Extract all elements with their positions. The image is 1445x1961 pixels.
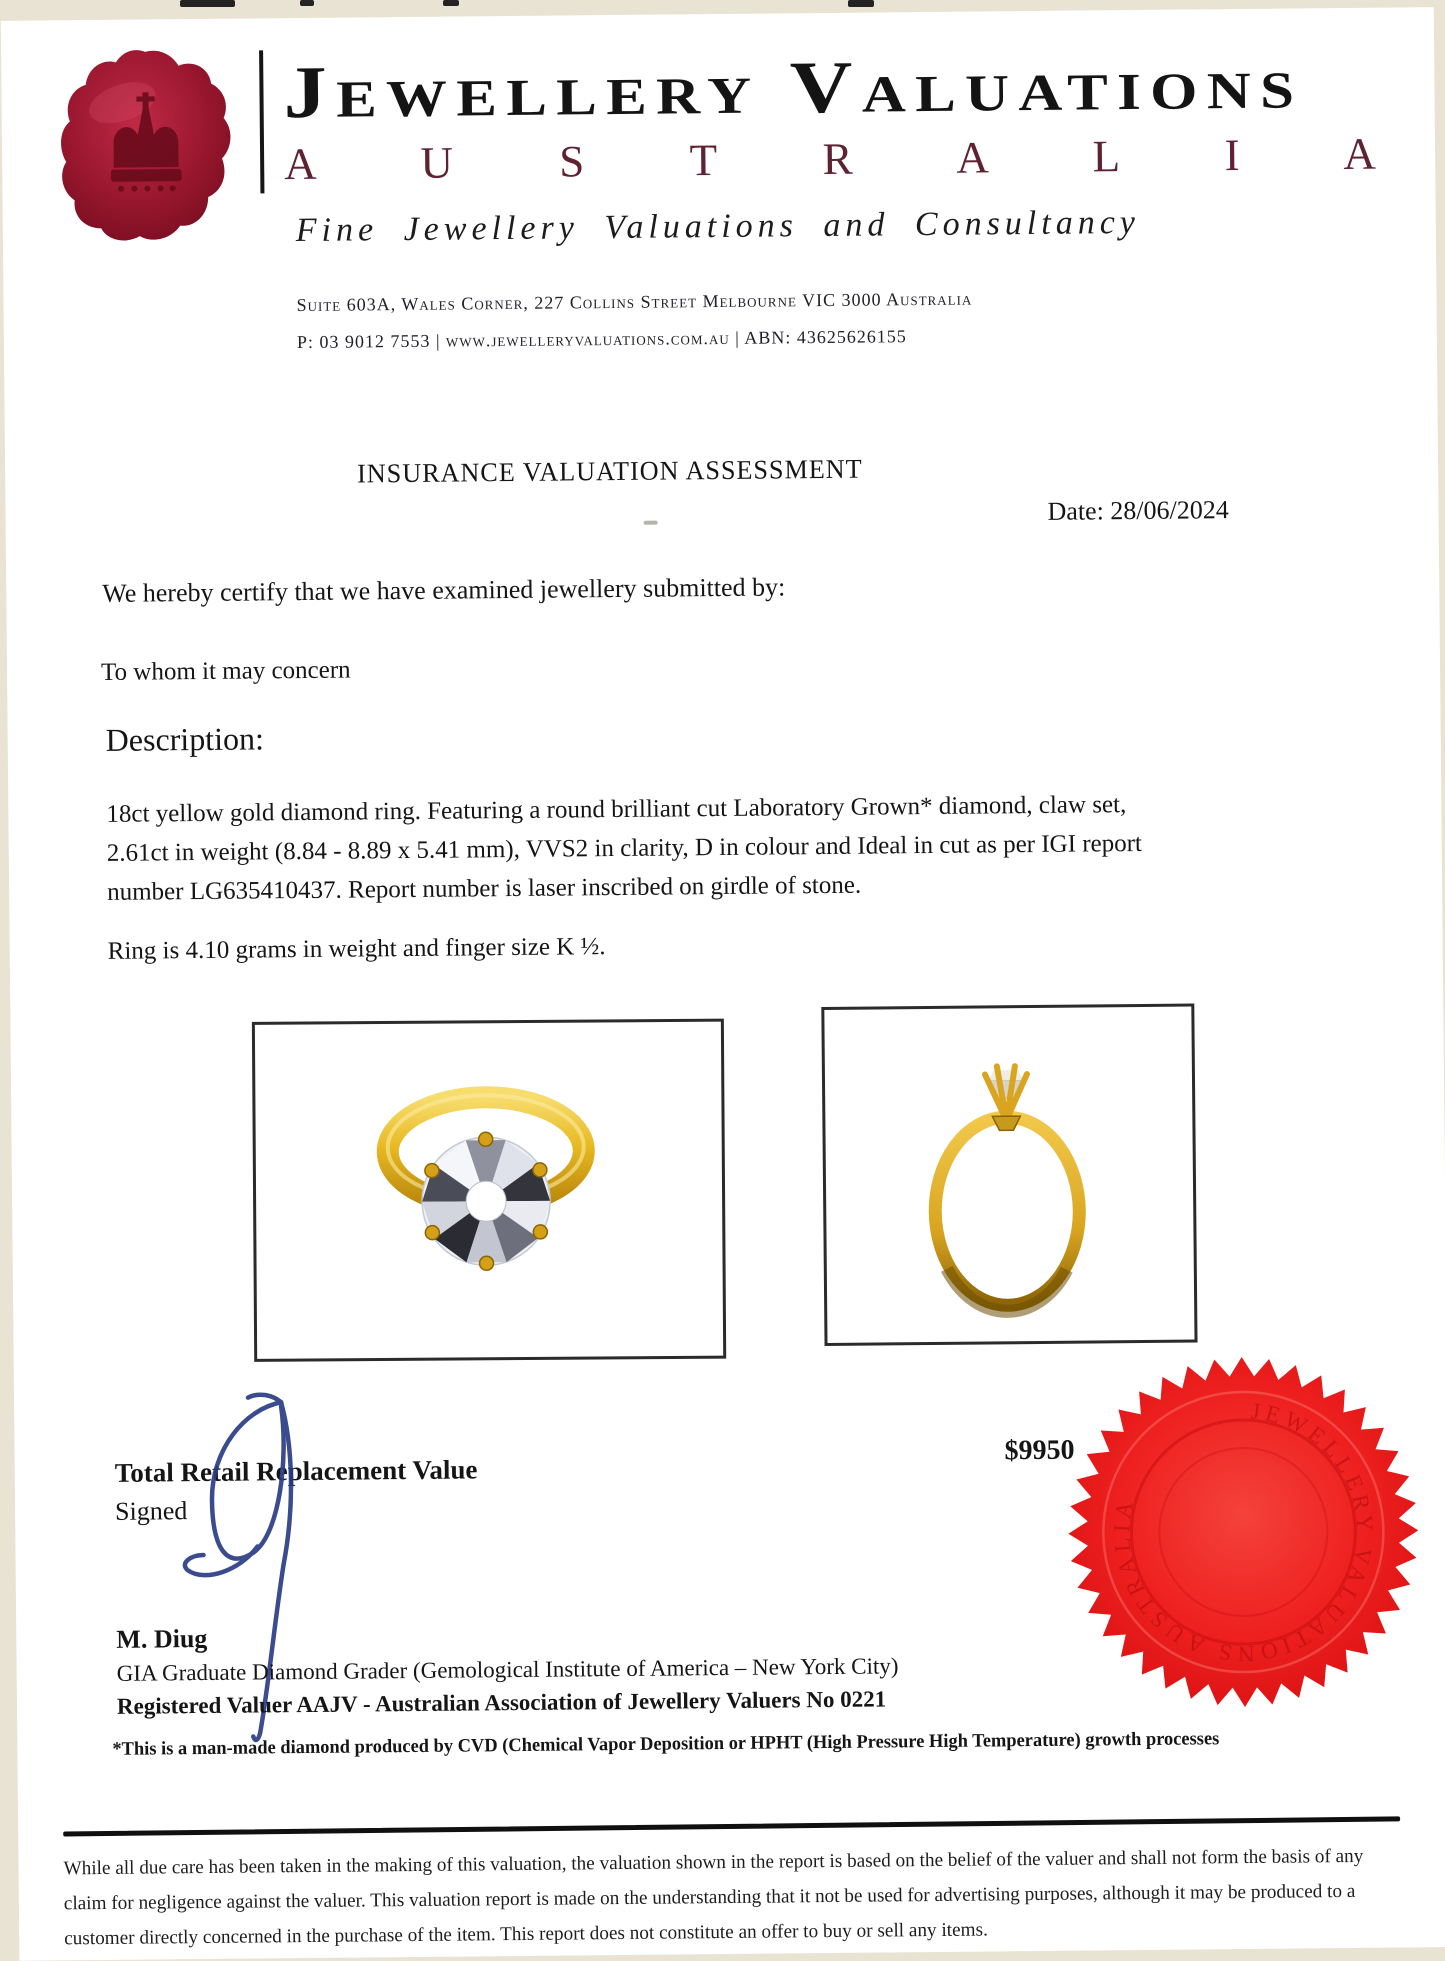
valuation-amount: $9950 — [1004, 1434, 1075, 1467]
brand-contact: P: 03 9012 7553 | www.jewelleryvaluations.com.au | ABN: 43625626155 — [296, 326, 907, 353]
document-title: INSURANCE VALUATION ASSESSMENT — [357, 453, 863, 489]
ring-weight-line: Ring is 4.10 grams in weight and finger size K ½. — [107, 933, 606, 965]
signer-name: M. Diug — [116, 1623, 208, 1654]
brand-address: Suite 603A, Wales Corner, 227 Collins Street Melbourne VIC 3000 Australia — [296, 288, 973, 316]
lab-grown-footnote: *This is a man-made diamond produced by CVD (Chemical Vapor Deposition or HPHT (High Pressure High Temperature) growth processes — [112, 1728, 1220, 1760]
brand-name: Jewellery Valuations — [283, 42, 1304, 135]
brand-australia: A U S T R A L I A — [283, 128, 1377, 190]
document-date: Date: 28/06/2024 — [1047, 495, 1229, 526]
ring-photo-top-view — [252, 1019, 726, 1362]
valuation-label: Total Retail Replacement Value — [114, 1454, 478, 1488]
ring-top-view-illustration — [255, 1022, 717, 1353]
diamond-icon — [422, 1132, 551, 1271]
description-heading: Description: — [105, 720, 265, 758]
signer-credential-2: Registered Valuer AAJV - Australian Association of Jewellery Valuers No 0221 — [116, 1686, 887, 1719]
certify-line: We hereby certify that we have examined jewellery submitted by: — [102, 572, 786, 608]
embossed-red-seal — [1066, 1354, 1421, 1709]
wax-seal-crown-logo — [59, 45, 233, 245]
seal-ring-text: JEWELLERY VALUATIONS AUSTRALIA — [1108, 1398, 1378, 1667]
signer-credential-1: GIA Graduate Diamond Grader (Gemological Institute of America – New York City) — [116, 1653, 899, 1686]
signed-label: Signed — [114, 1496, 188, 1526]
ring-side-view-illustration — [824, 1007, 1188, 1337]
ring-photo-side-view — [821, 1003, 1197, 1346]
disclaimer-text: While all due care has been taken in the making of this valuation, the valuation shown in the report is based on the belief of the valuer and shall not form the basis of any claim for negligence against the valuer. This valuation report is made on the understanding that it not be used for advertising purposes, although it may be produced to a customer directly concerned in the purchase of the item. This report does not constitute an offer to buy or sell any items. — [63, 1845, 1364, 1950]
brand-tagline: Fine Jewellery Valuations and Consultancy — [295, 203, 1141, 250]
recipient-line: To whom it may concern — [100, 656, 351, 686]
scan-smudge — [644, 521, 658, 525]
description-body: 18ct yellow gold diamond ring. Featuring a round brilliant cut Laboratory Grown* diamond, claw set, 2.61ct in weight (8.84 - 8.89 x 5.41 mm), VVS2 in clarity, D in colour and Ideal in cut as per IGI report number LG635410437. Report number is laser inscribed on girdle of stone. — [106, 791, 1143, 906]
